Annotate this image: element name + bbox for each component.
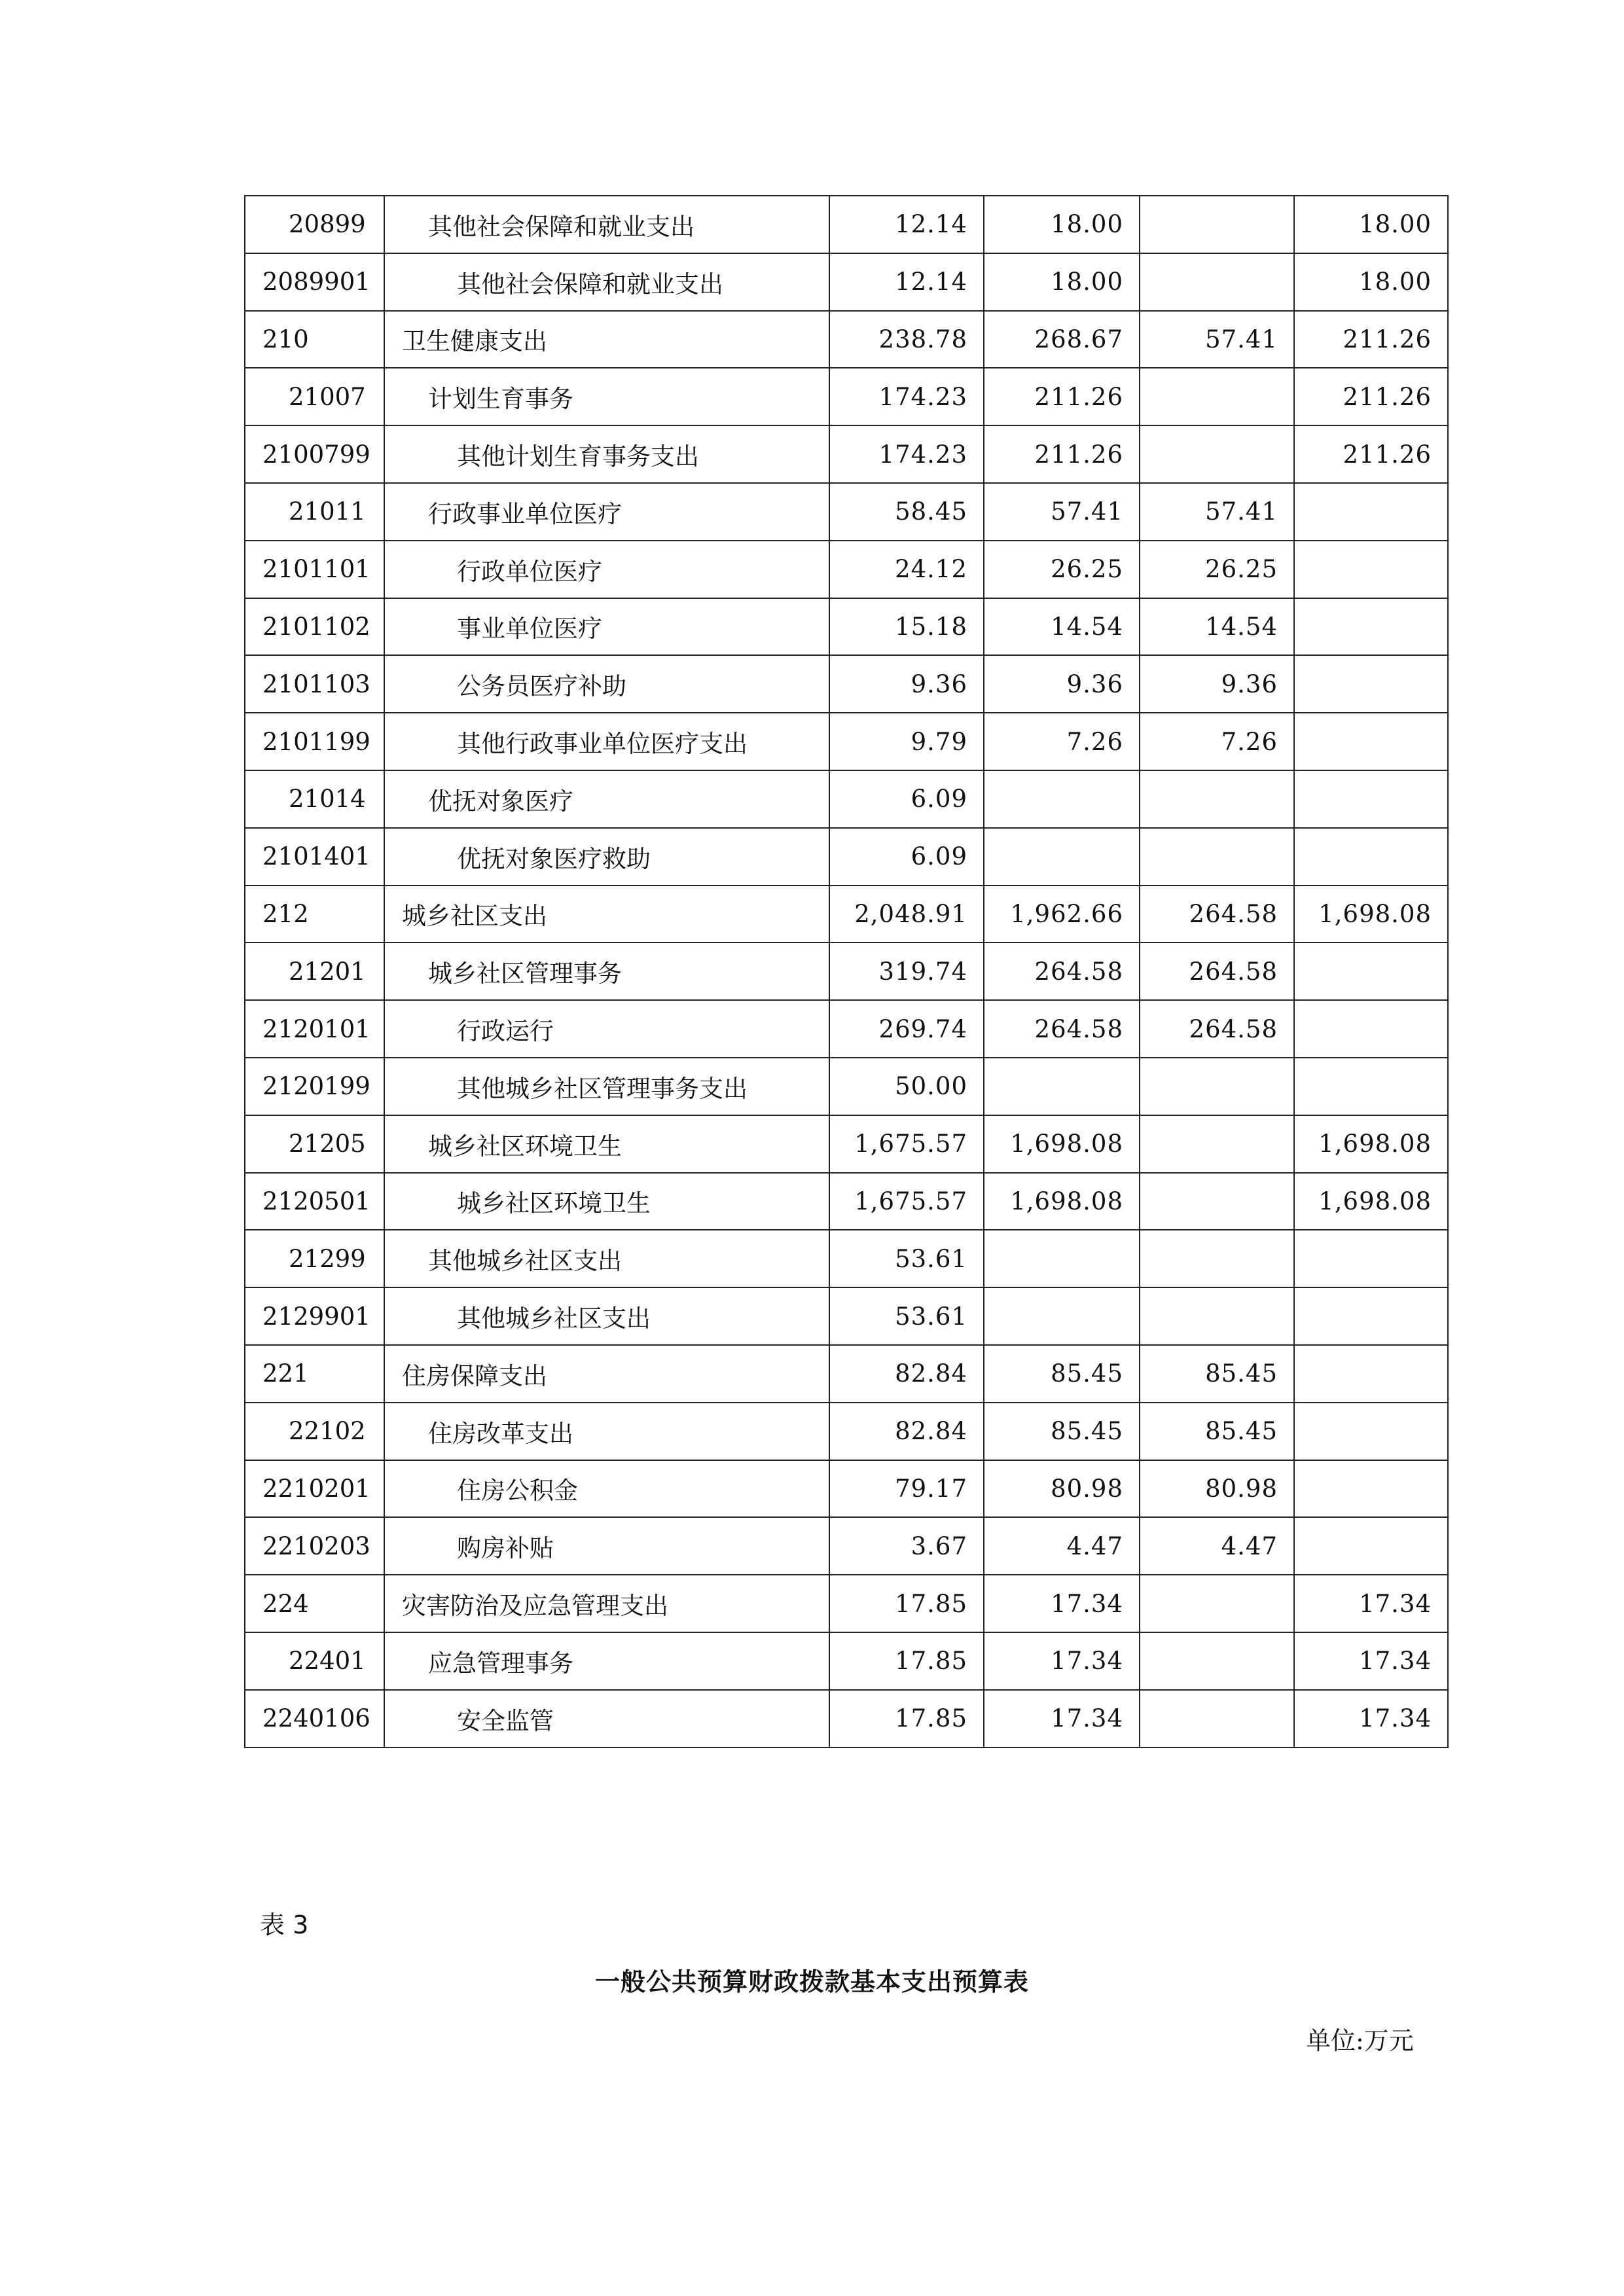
value-cell-col4	[1294, 483, 1448, 541]
value-cell-col1: 1,675.57	[829, 1173, 984, 1230]
table-row	[245, 1632, 1448, 1690]
subject-name-cell: 行政单位医疗	[384, 541, 829, 598]
table-row	[245, 253, 1448, 311]
value-cell-col3: 9.36	[1140, 655, 1294, 713]
value-cell-col4	[1294, 713, 1448, 770]
value-cell-col2: 4.47	[984, 1517, 1140, 1575]
subject-code-cell: 224	[245, 1575, 384, 1632]
value-cell-col4: 211.26	[1294, 425, 1448, 483]
value-cell-col4: 1,698.08	[1294, 1173, 1448, 1230]
value-cell-col3	[1140, 1230, 1294, 1287]
table-row	[245, 886, 1448, 943]
subject-name-cell: 事业单位医疗	[384, 598, 829, 656]
value-cell-col3	[1140, 1632, 1294, 1690]
value-cell-col3	[1140, 1287, 1294, 1345]
value-cell-col2: 26.25	[984, 541, 1140, 598]
value-cell-col3: 26.25	[1140, 541, 1294, 598]
value-cell-col3	[1140, 828, 1294, 886]
value-cell-col3: 14.54	[1140, 598, 1294, 656]
value-cell-col1: 53.61	[829, 1287, 984, 1345]
subject-code-cell: 2120501	[245, 1173, 384, 1230]
value-cell-col2: 1,698.08	[984, 1115, 1140, 1173]
value-cell-col3	[1140, 1575, 1294, 1632]
value-cell-col2: 264.58	[984, 942, 1140, 1000]
value-cell-col4: 17.34	[1294, 1632, 1448, 1690]
value-cell-col1: 17.85	[829, 1690, 984, 1748]
value-cell-col3: 264.58	[1140, 942, 1294, 1000]
value-cell-col2: 17.34	[984, 1690, 1140, 1748]
value-cell-col3: 7.26	[1140, 713, 1294, 770]
value-cell-col1: 58.45	[829, 483, 984, 541]
value-cell-col1: 79.17	[829, 1460, 984, 1518]
table-row	[245, 1287, 1448, 1345]
subject-name-cell: 其他城乡社区管理事务支出	[384, 1058, 829, 1115]
subject-name-cell: 灾害防治及应急管理支出	[384, 1575, 829, 1632]
value-cell-col1: 3.67	[829, 1517, 984, 1575]
value-cell-col1: 50.00	[829, 1058, 984, 1115]
subject-name-cell: 住房改革支出	[384, 1403, 829, 1460]
value-cell-col4	[1294, 1058, 1448, 1115]
value-cell-col2: 17.34	[984, 1575, 1140, 1632]
value-cell-col4	[1294, 1403, 1448, 1460]
subject-name-cell: 城乡社区管理事务	[384, 942, 829, 1000]
subject-name-cell: 安全监管	[384, 1690, 829, 1748]
value-cell-col4: 1,698.08	[1294, 1115, 1448, 1173]
table-row	[245, 1230, 1448, 1287]
value-cell-col3	[1140, 368, 1294, 425]
subject-name-cell: 优抚对象医疗救助	[384, 828, 829, 886]
table-row	[245, 541, 1448, 598]
value-cell-col2: 211.26	[984, 425, 1140, 483]
value-cell-col1: 1,675.57	[829, 1115, 984, 1173]
value-cell-col1: 9.36	[829, 655, 984, 713]
budget-table-body	[245, 196, 1448, 1748]
subject-code-cell: 2101401	[245, 828, 384, 886]
value-cell-col4	[1294, 1000, 1448, 1058]
value-cell-col4	[1294, 1517, 1448, 1575]
subject-code-cell: 21014	[245, 770, 384, 828]
value-cell-col2	[984, 1230, 1140, 1287]
value-cell-col1: 2,048.91	[829, 886, 984, 943]
subject-code-cell: 221	[245, 1345, 384, 1403]
subject-code-cell: 2101199	[245, 713, 384, 770]
value-cell-col1: 17.85	[829, 1632, 984, 1690]
subject-name-cell: 其他城乡社区支出	[384, 1287, 829, 1345]
subject-code-cell: 21205	[245, 1115, 384, 1173]
subject-code-cell: 22102	[245, 1403, 384, 1460]
subject-code-cell: 210	[245, 311, 384, 368]
subject-name-cell: 其他社会保障和就业支出	[384, 253, 829, 311]
value-cell-col2: 211.26	[984, 368, 1140, 425]
table-row	[245, 425, 1448, 483]
subject-code-cell: 2210203	[245, 1517, 384, 1575]
subject-name-cell: 城乡社区环境卫生	[384, 1115, 829, 1173]
value-cell-col4: 1,698.08	[1294, 886, 1448, 943]
value-cell-col3	[1140, 1115, 1294, 1173]
subject-code-cell: 2101102	[245, 598, 384, 656]
subject-code-cell: 2240106	[245, 1690, 384, 1748]
value-cell-col4	[1294, 1345, 1448, 1403]
subject-name-cell: 行政运行	[384, 1000, 829, 1058]
value-cell-col4	[1294, 1230, 1448, 1287]
subject-code-cell: 20899	[245, 196, 384, 253]
value-cell-col1: 53.61	[829, 1230, 984, 1287]
value-cell-col3: 85.45	[1140, 1403, 1294, 1460]
value-cell-col1: 319.74	[829, 942, 984, 1000]
value-cell-col1: 9.79	[829, 713, 984, 770]
value-cell-col4	[1294, 942, 1448, 1000]
table-row	[245, 311, 1448, 368]
subject-name-cell: 住房公积金	[384, 1460, 829, 1518]
value-cell-col2: 18.00	[984, 253, 1140, 311]
value-cell-col3	[1140, 425, 1294, 483]
value-cell-col2: 18.00	[984, 196, 1140, 253]
subject-code-cell: 2210201	[245, 1460, 384, 1518]
subject-code-cell: 2120101	[245, 1000, 384, 1058]
value-cell-col3: 57.41	[1140, 311, 1294, 368]
value-cell-col4	[1294, 1460, 1448, 1518]
table-row	[245, 713, 1448, 770]
subject-code-cell: 212	[245, 886, 384, 943]
value-cell-col4: 211.26	[1294, 311, 1448, 368]
value-cell-col1: 174.23	[829, 425, 984, 483]
table-row	[245, 1460, 1448, 1518]
table-title: 一般公共预算财政拨款基本支出预算表	[594, 1967, 1029, 1996]
value-cell-col1: 174.23	[829, 368, 984, 425]
value-cell-col1: 82.84	[829, 1403, 984, 1460]
value-cell-col3: 264.58	[1140, 886, 1294, 943]
value-cell-col4	[1294, 655, 1448, 713]
subject-name-cell: 卫生健康支出	[384, 311, 829, 368]
subject-code-cell: 22401	[245, 1632, 384, 1690]
value-cell-col2: 17.34	[984, 1632, 1140, 1690]
subject-name-cell: 城乡社区支出	[384, 886, 829, 943]
value-cell-col2	[984, 828, 1140, 886]
value-cell-col1: 12.14	[829, 196, 984, 253]
value-cell-col2: 85.45	[984, 1403, 1140, 1460]
subject-name-cell: 其他计划生育事务支出	[384, 425, 829, 483]
subject-code-cell: 2089901	[245, 253, 384, 311]
value-cell-col3	[1140, 253, 1294, 311]
table-row	[245, 1575, 1448, 1632]
value-cell-col4	[1294, 828, 1448, 886]
value-cell-col4: 211.26	[1294, 368, 1448, 425]
subject-name-cell: 购房补贴	[384, 1517, 829, 1575]
value-cell-col2: 85.45	[984, 1345, 1140, 1403]
subject-code-cell: 21011	[245, 483, 384, 541]
value-cell-col2: 57.41	[984, 483, 1140, 541]
value-cell-col3	[1140, 1690, 1294, 1748]
subject-name-cell: 应急管理事务	[384, 1632, 829, 1690]
subject-code-cell: 2129901	[245, 1287, 384, 1345]
subject-code-cell: 21299	[245, 1230, 384, 1287]
subject-name-cell: 行政事业单位医疗	[384, 483, 829, 541]
table-row	[245, 655, 1448, 713]
subject-code-cell: 2100799	[245, 425, 384, 483]
value-cell-col3	[1140, 1058, 1294, 1115]
value-cell-col4	[1294, 598, 1448, 656]
value-cell-col1: 6.09	[829, 770, 984, 828]
value-cell-col2: 14.54	[984, 598, 1140, 656]
value-cell-col2: 80.98	[984, 1460, 1140, 1518]
value-cell-col2: 264.58	[984, 1000, 1140, 1058]
subject-code-cell: 2101101	[245, 541, 384, 598]
value-cell-col4: 17.34	[1294, 1690, 1448, 1748]
subject-name-cell: 城乡社区环境卫生	[384, 1173, 829, 1230]
value-cell-col1: 238.78	[829, 311, 984, 368]
value-cell-col2: 9.36	[984, 655, 1140, 713]
value-cell-col3: 80.98	[1140, 1460, 1294, 1518]
table-number-label: 表 3	[260, 1910, 309, 1939]
subject-name-cell: 其他行政事业单位医疗支出	[384, 713, 829, 770]
value-cell-col1: 15.18	[829, 598, 984, 656]
subject-name-cell: 计划生育事务	[384, 368, 829, 425]
value-cell-col1: 82.84	[829, 1345, 984, 1403]
value-cell-col3: 57.41	[1140, 483, 1294, 541]
value-cell-col1: 269.74	[829, 1000, 984, 1058]
value-cell-col2	[984, 1058, 1140, 1115]
table-row	[245, 1403, 1448, 1460]
value-cell-col2: 268.67	[984, 311, 1140, 368]
table-row	[245, 828, 1448, 886]
value-cell-col4: 18.00	[1294, 196, 1448, 253]
value-cell-col3	[1140, 770, 1294, 828]
table-row	[245, 196, 1448, 253]
value-cell-col1: 12.14	[829, 253, 984, 311]
subject-code-cell: 21007	[245, 368, 384, 425]
table-row	[245, 1690, 1448, 1748]
value-cell-col3	[1140, 196, 1294, 253]
value-cell-col1: 17.85	[829, 1575, 984, 1632]
value-cell-col2: 1,962.66	[984, 886, 1140, 943]
table-row	[245, 1000, 1448, 1058]
budget-table	[244, 195, 1449, 1748]
value-cell-col2	[984, 770, 1140, 828]
value-cell-col2: 1,698.08	[984, 1173, 1140, 1230]
subject-code-cell: 2101103	[245, 655, 384, 713]
unit-label: 单位:万元	[1306, 2026, 1414, 2055]
value-cell-col1: 6.09	[829, 828, 984, 886]
value-cell-col4: 17.34	[1294, 1575, 1448, 1632]
subject-code-cell: 2120199	[245, 1058, 384, 1115]
table-row	[245, 1517, 1448, 1575]
table-row	[245, 1345, 1448, 1403]
subject-name-cell: 住房保障支出	[384, 1345, 829, 1403]
value-cell-col3: 4.47	[1140, 1517, 1294, 1575]
value-cell-col1: 24.12	[829, 541, 984, 598]
subject-name-cell: 优抚对象医疗	[384, 770, 829, 828]
value-cell-col4	[1294, 1287, 1448, 1345]
value-cell-col4	[1294, 541, 1448, 598]
subject-code-cell: 21201	[245, 942, 384, 1000]
table-row	[245, 1173, 1448, 1230]
value-cell-col3: 85.45	[1140, 1345, 1294, 1403]
value-cell-col4	[1294, 770, 1448, 828]
table-row	[245, 1115, 1448, 1173]
value-cell-col3	[1140, 1173, 1294, 1230]
subject-name-cell: 其他城乡社区支出	[384, 1230, 829, 1287]
table-row	[245, 1058, 1448, 1115]
table-row	[245, 770, 1448, 828]
table-row	[245, 942, 1448, 1000]
subject-name-cell: 公务员医疗补助	[384, 655, 829, 713]
value-cell-col2: 7.26	[984, 713, 1140, 770]
table-row	[245, 368, 1448, 425]
subject-name-cell: 其他社会保障和就业支出	[384, 196, 829, 253]
value-cell-col2	[984, 1287, 1140, 1345]
value-cell-col3: 264.58	[1140, 1000, 1294, 1058]
table-row	[245, 598, 1448, 656]
table-row	[245, 483, 1448, 541]
value-cell-col4: 18.00	[1294, 253, 1448, 311]
